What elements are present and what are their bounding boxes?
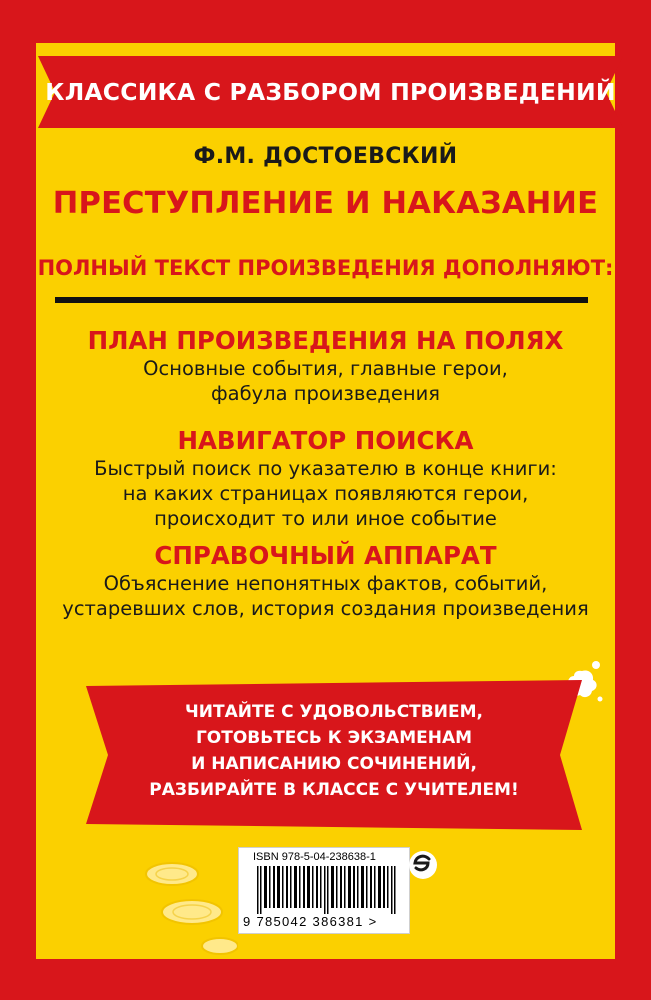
barcode-bars bbox=[257, 866, 397, 914]
feature-line: фабула произведения bbox=[210, 382, 441, 405]
promo-line: И НАПИСАНИЮ СОЧИНЕНИЙ, bbox=[191, 754, 477, 774]
feature-title: НАВИГАТОР ПОИСКА bbox=[177, 426, 474, 455]
feature-line: происходит то или иное событие bbox=[154, 507, 497, 530]
feature-title: СПРАВОЧНЫЙ АППАРАТ bbox=[154, 541, 497, 570]
barcode-block bbox=[238, 847, 410, 934]
promo-banner bbox=[86, 680, 582, 830]
promo-text bbox=[86, 699, 582, 803]
feature-section bbox=[36, 326, 615, 406]
feature-line: устаревших слов, история создания произведения bbox=[62, 597, 589, 620]
series-banner bbox=[38, 56, 623, 128]
feature-title: ПЛАН ПРОИЗВЕДЕНИЯ НА ПОЛЯХ bbox=[87, 326, 564, 355]
feature-section bbox=[36, 541, 615, 621]
book-title: ПРЕСТУПЛЕНИЕ И НАКАЗАНИЕ bbox=[52, 186, 599, 221]
feature-line: на каких страницах появляются герои, bbox=[122, 482, 529, 505]
feature-line: Объяснение непонятных фактов, событий, bbox=[103, 572, 548, 595]
features-lead: ПОЛНЫЙ ТЕКСТ ПРОИЗВЕДЕНИЯ ДОПОЛНЯЮТ: bbox=[37, 256, 614, 280]
barcode-digits: 9 785042 386381 > bbox=[243, 914, 378, 929]
promo-line: ГОТОВЬТЕСЬ К ЭКЗАМЕНАМ bbox=[195, 728, 473, 748]
feature-line: Основные события, главные герои, bbox=[143, 357, 508, 380]
series-banner-label: КЛАССИКА С РАЗБОРОМ ПРОИЗВЕДЕНИЙ bbox=[45, 78, 616, 106]
coins-illustration bbox=[130, 852, 238, 957]
promo-line: РАЗБИРАЙТЕ В КЛАССЕ С УЧИТЕЛЕМ! bbox=[149, 780, 519, 800]
eksmo-logo-icon bbox=[408, 850, 438, 880]
promo-line: ЧИТАЙТЕ С УДОВОЛЬСТВИЕМ, bbox=[185, 702, 483, 722]
feature-line: Быстрый поиск по указателю в конце книги: bbox=[94, 457, 557, 480]
book-author: Ф.М. ДОСТОЕВСКИЙ bbox=[193, 144, 458, 169]
feature-section bbox=[36, 426, 615, 531]
isbn-number: ISBN 978-5-04-238638-1 bbox=[253, 851, 376, 863]
divider-rule bbox=[55, 297, 588, 303]
